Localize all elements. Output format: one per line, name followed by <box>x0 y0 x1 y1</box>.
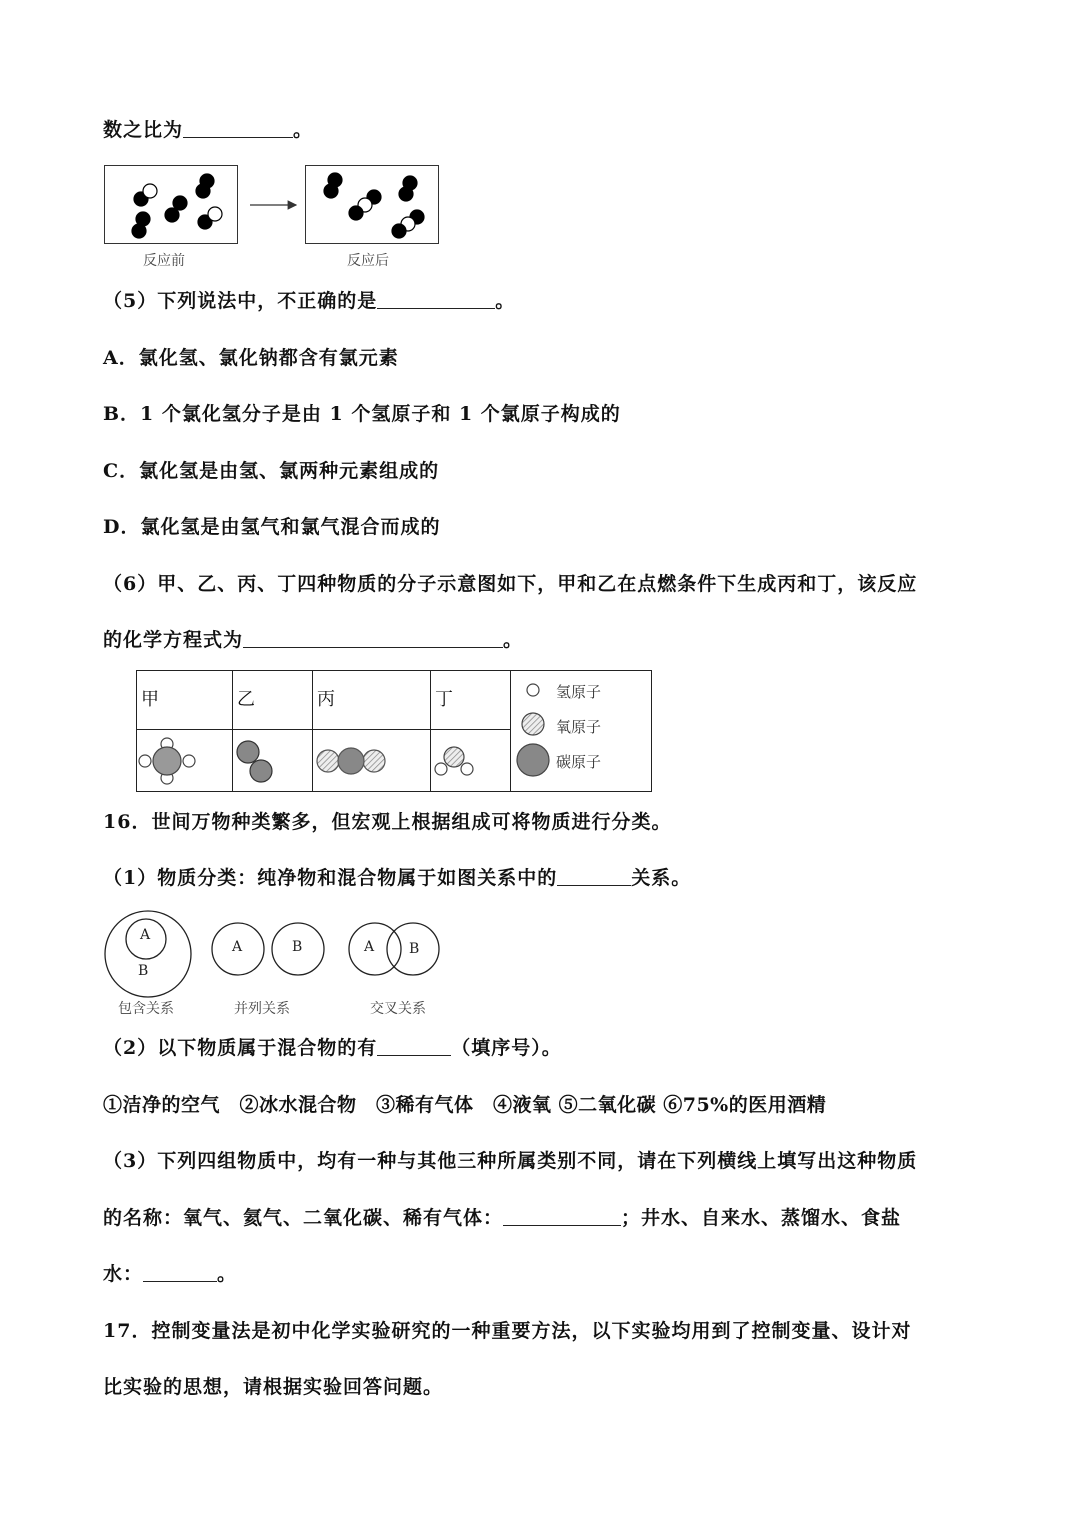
q16-3-line-3 <box>103 1261 237 1287</box>
legend-carbon: 碳原子 <box>556 753 602 771</box>
option-c: C．氯化氢是由氢、氯两种元素组成的 <box>103 460 440 482</box>
q6-line-1: （6）甲、乙、丙、丁四种物质的分子示意图如下，甲和乙在点燃条件下生成丙和丁，该反应 <box>103 573 918 595</box>
parallel-caption: 并列关系 <box>234 1001 290 1017</box>
after-caption: 反应后 <box>347 253 389 269</box>
line-end-punct: 。 <box>217 1263 238 1285</box>
header-bing: 丙 <box>313 671 431 730</box>
option-a: A．氯化氢、氯化钠都含有氯元素 <box>103 347 399 369</box>
intersect-caption: 交叉关系 <box>370 1001 426 1017</box>
q16-2-line <box>103 1035 562 1061</box>
q16-3-line-1: （3）下列四组物质中，均有一种与其他三种所属类别不同，请在下列横线上填写出这种物质 <box>103 1150 918 1172</box>
header-ding: 丁 <box>431 671 511 730</box>
q16-3-answer-blank-2[interactable] <box>143 1263 217 1282</box>
q16-2-text: （2）以下物质属于混合物的有 <box>103 1037 378 1059</box>
q16-3-text-mid: ；井水、自来水、蒸馏水、食盐 <box>621 1207 902 1229</box>
q6-text: 的化学方程式为 <box>103 629 244 651</box>
line-end-punct: 。 <box>503 629 524 651</box>
q17-line-2: 比实验的思想，请根据实验回答问题。 <box>103 1376 444 1398</box>
include-caption: 包含关系 <box>118 1001 174 1017</box>
legend-oxygen: 氧原子 <box>556 718 602 736</box>
line-end-punct: 。 <box>293 119 314 141</box>
q5-text: （5）下列说法中，不正确的是 <box>103 290 378 312</box>
header-yi: 乙 <box>233 671 313 730</box>
ratio-question-text: 数之比为 <box>103 119 184 141</box>
q16-1-text-end: 关系。 <box>631 867 692 889</box>
line-end-punct: 。 <box>495 290 516 312</box>
legend-hydrogen: 氢原子 <box>556 683 602 701</box>
parallel-a-label: A <box>232 939 243 955</box>
intersect-b-label: B <box>409 941 420 957</box>
q16-3-text-water: 水： <box>103 1263 144 1285</box>
q16-2-answer-blank[interactable] <box>377 1037 451 1056</box>
intersect-a-label: A <box>364 939 375 955</box>
q16-1-text: （1）物质分类：纯净物和混合物属于如图关系中的 <box>103 867 558 889</box>
parallel-b-label: B <box>292 939 303 955</box>
q16-3-text: 的名称：氧气、氦气、二氧化碳、稀有气体： <box>103 1207 504 1229</box>
before-caption: 反应前 <box>143 253 185 269</box>
q16-3-answer-blank-1[interactable] <box>503 1207 621 1226</box>
q16-2-text-end: （填序号）。 <box>451 1037 562 1059</box>
q16-line: 16．世间万物种类繁多，但宏观上根据组成可将物质进行分类。 <box>103 811 672 833</box>
q16-3-line-2 <box>103 1205 901 1231</box>
include-outer-label: B <box>138 963 149 979</box>
header-jia: 甲 <box>137 671 233 730</box>
include-inner-label: A <box>140 927 151 943</box>
intersect-circle-a <box>349 923 401 975</box>
substance-items: ①洁净的空气 ②冰水混合物 ③稀有气体 ④液氧 ⑤二氧化碳 ⑥75%的医用酒精 <box>103 1094 827 1116</box>
q17-line-1: 17．控制变量法是初中化学实验研究的一种重要方法，以下实验均用到了控制变量、设计对 <box>103 1320 912 1342</box>
include-outer-circle <box>105 911 191 997</box>
option-d: D．氯化氢是由氢气和氯气混合而成的 <box>103 516 441 538</box>
option-b: B．1 个氯化氢分子是由 1 个氢原子和 1 个氯原子构成的 <box>103 403 621 425</box>
